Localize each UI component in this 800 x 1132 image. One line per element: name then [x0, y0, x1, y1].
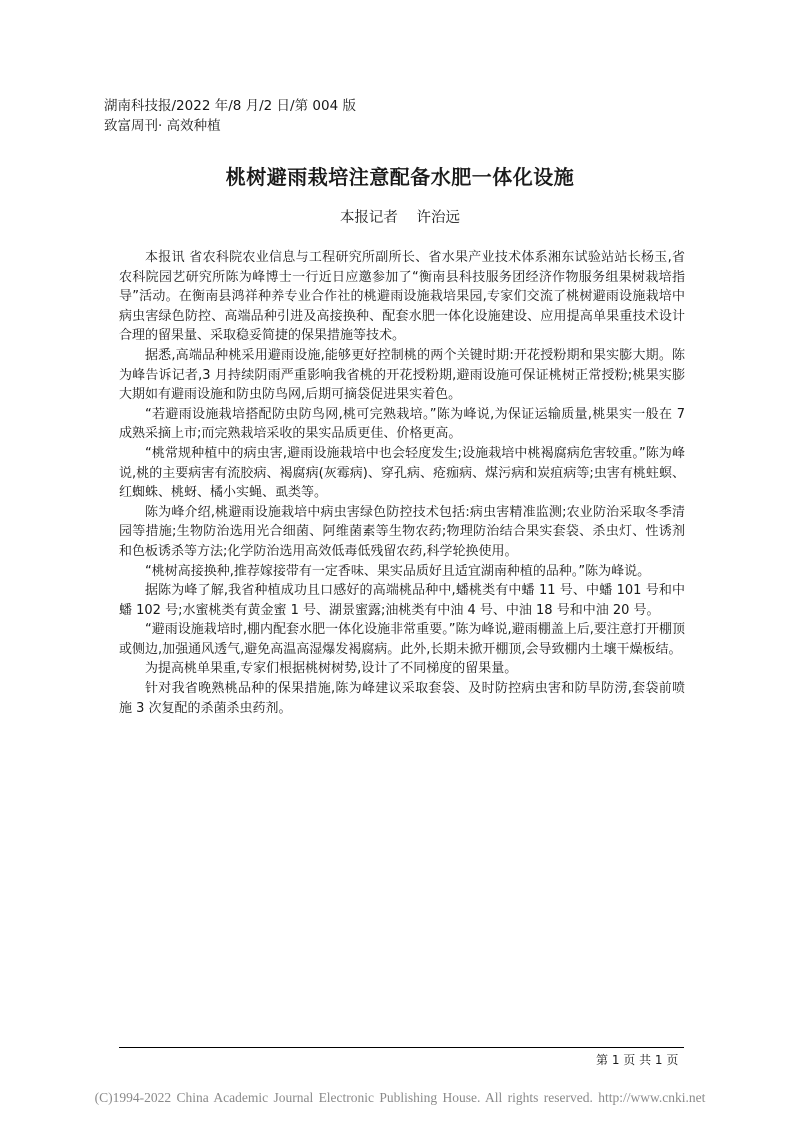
- paragraph: 针对我省晚熟桃品种的保果措施,陈为峰建议采取套袋、及时防控病虫害和防旱防涝,套袋前喷施 3 次复配的杀菌杀虫药剂。: [119, 681, 685, 716]
- section-info: 致富周刊· 高效种植: [104, 118, 221, 134]
- footer-divider: [119, 1047, 684, 1048]
- page-number: 第 1 页 共 1 页: [596, 1053, 679, 1067]
- paragraph: “若避雨设施栽培搭配防虫防鸟网,桃可完熟栽培。”陈为峰说,为保证运输质量,桃果实一般在 7 成熟采摘上市;而完熟栽培采收的果实品质更佳、价格更高。: [119, 406, 685, 442]
- article-byline: 本报记者 许治远: [339, 210, 461, 226]
- article-body: [119, 248, 685, 718]
- paragraph: 据悉,高端品种桃采用避雨设施,能够更好控制桃的两个关键时期:开花授粉期和果实膨大期。陈为峰告诉记者,3 月持续阴雨严重影响我省桃的开花授粉期,避雨设施可保证桃树正常授粉;桃果实膨大期如有避雨设施和防虫防鸟网,后期可摘袋促进果实着色。: [119, 347, 685, 403]
- copyright-watermark: (C)1994-2022 China Academic Journal Electronic Publishing House. All rights reserved. http://www.cnki.net: [94, 1090, 706, 1105]
- publication-info: 湖南科技报/2022 年/8 月/2 日/第 004 版: [104, 98, 356, 114]
- paragraph: 为提高桃单果重,专家们根据桃树树势,设计了不同梯度的留果量。: [145, 661, 518, 677]
- paragraph: “桃树高接换种,推荐嫁接带有一定香味、果实品质好且适宜湖南种植的品种。”陈为峰说。: [145, 563, 651, 579]
- paragraph: 本报讯 省农科院农业信息与工程研究所副所长、省水果产业技术体系湘东试验站站长杨玉,省农科院园艺研究所陈为峰博士一行近日应邀参加了“衡南县科技服务团经济作物服务组果树栽培指导”活动。在衡南县鸿祥种养专业合作社的桃避雨设施栽培果园,专家们交流了桃树避雨设施栽培中病虫害绿色防控、高端品种引进及高接换种、配套水肥一体化设施建设、应用提高单果重技术设计合理的留果量、采取稳妥简捷的保果措施等技术。: [119, 250, 685, 344]
- paragraph: “避雨设施栽培时,棚内配套水肥一体化设施非常重要。”陈为峰说,避雨棚盖上后,要注意打开棚顶或侧边,加强通风透气,避免高温高湿爆发褐腐病。此外,长期未掀开棚顶,会导致棚内土壤干燥板结。: [119, 622, 685, 657]
- publication-header: [104, 96, 356, 136]
- paragraph: 陈为峰介绍,桃避雨设施栽培中病虫害绿色防控技术包括:病虫害精准监测;农业防治采取冬季清园等措施;生物防治选用光合细菌、阿维菌素等生物农药;物理防治结合果实套袋、杀虫灯、性诱剂和色板诱杀等方法;化学防治选用高效低毒低残留农药,科学轮换使用。: [119, 504, 685, 559]
- article-title: 桃树避雨栽培注意配备水肥一体化设施: [225, 165, 575, 189]
- paragraph: 据陈为峰了解,我省种植成功且口感好的高端桃品种中,蟠桃类有中蟠 11 号、中蟠 101 号和中蟠 102 号;水蜜桃类有黄金蜜 1 号、湖景蜜露;油桃类有中油 4 号、中油 18 号和中油 20 号。: [119, 583, 685, 618]
- paragraph: “桃常规种植中的病虫害,避雨设施栽培中也会轻度发生;设施栽培中桃褐腐病危害较重。”陈为峰说,桃的主要病害有流胶病、褐腐病(灰霉病)、穿孔病、疮痂病、煤污病和炭疽病等;虫害有桃蛀螟、红蜘蛛、桃蚜、橘小实蝇、虱类等。: [119, 445, 685, 501]
